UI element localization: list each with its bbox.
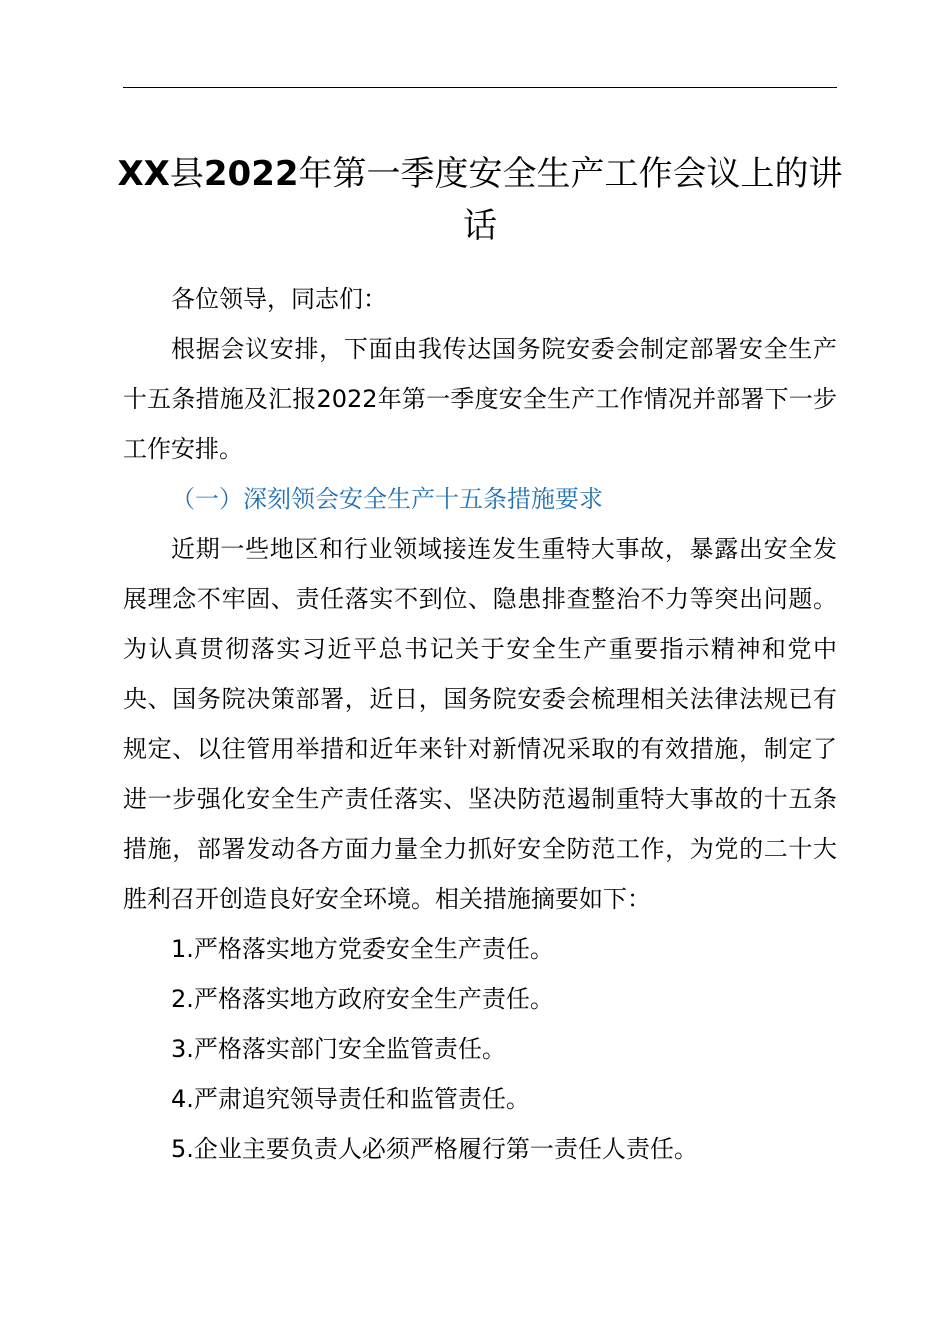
title-middle: 县 (169, 154, 204, 194)
header-rule (123, 87, 837, 88)
title-year: 2022 (203, 154, 299, 194)
document-body (123, 274, 837, 1174)
title-rest: 年第一季度安全生产工作会议上的讲话 (298, 154, 843, 246)
intro-paragraph: 根据会议安排，下面由我传达国务院安委会制定部署安全生产十五条措施及汇报2022年第一季度安全生产工作情况并部署下一步工作安排。 (123, 335, 837, 463)
document-title (110, 148, 850, 252)
greeting: 各位领导，同志们： (171, 285, 387, 313)
measure-item-5: 5.企业主要负责人必须严格履行第一责任人责任。 (171, 1135, 698, 1163)
measure-item-1: 1.严格落实地方党委安全生产责任。 (171, 935, 554, 963)
measure-item-2: 2.严格落实地方政府安全生产责任。 (171, 985, 554, 1013)
section-1-heading: （一）深刻领会安全生产十五条措施要求 (171, 485, 603, 513)
measure-item-4: 4.严肃追究领导责任和监管责任。 (171, 1085, 530, 1113)
measure-item-3: 3.严格落实部门安全监管责任。 (171, 1035, 506, 1063)
section-1-body: 近期一些地区和行业领域接连发生重特大事故，暴露出安全发展理念不牢固、责任落实不到位、隐患排查整治不力等突出问题。为认真贯彻落实习近平总书记关于安全生产重要指示精神和党中央、国务院决策部署，近日，国务院安委会梳理相关法律法规已有规定、以往管用举措和近年来针对新情况采取的有效措施，制定了进一步强化安全生产责任落实、坚决防范遏制重特大事故的十五条措施，部署发动各方面力量全力抓好安全防范工作，为党的二十大胜利召开创造良好安全环境。相关措施摘要如下： (123, 535, 837, 913)
title-prefix: XX (117, 154, 170, 194)
